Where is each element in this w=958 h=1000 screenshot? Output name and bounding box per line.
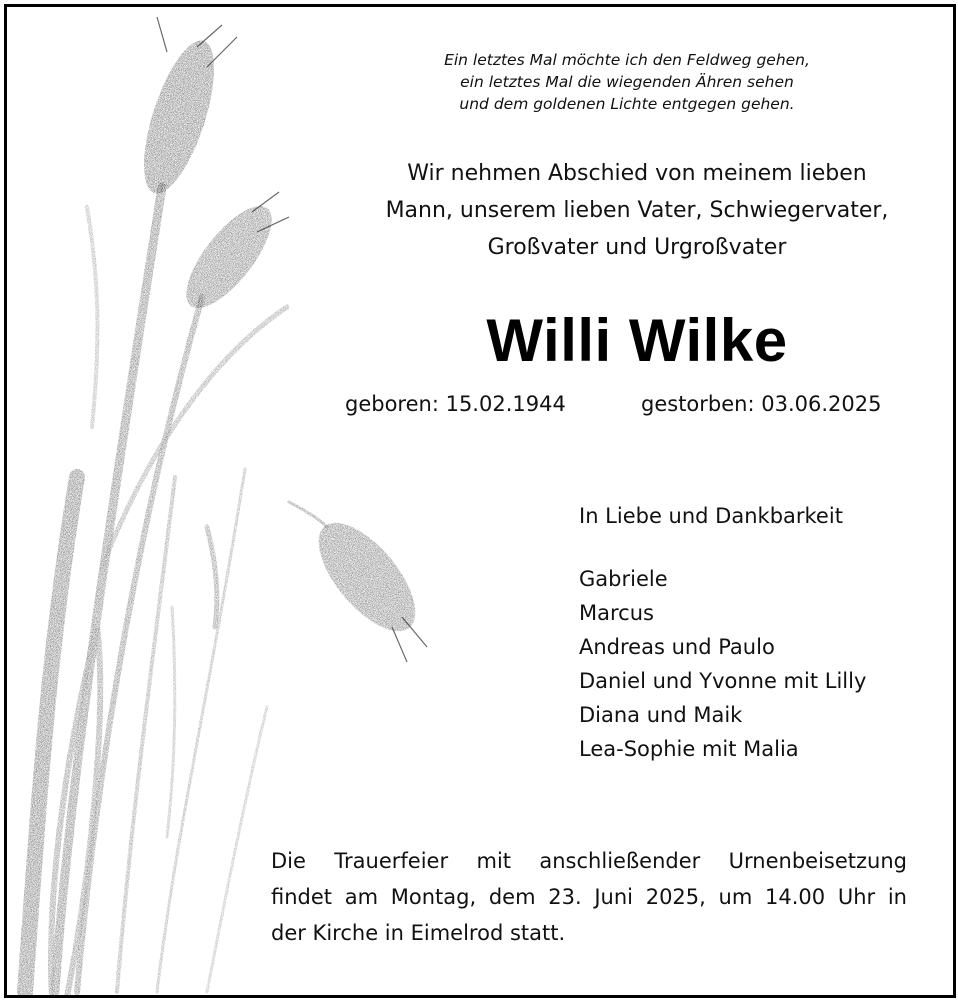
family-member: Marcus [579, 601, 654, 625]
poem-line: ein letztes Mal die wiegenden Ähren sehen [460, 73, 794, 91]
dedication: In Liebe und Dankbarkeit [579, 504, 843, 528]
poem-line: und dem goldenen Lichte entgegen gehen. [459, 95, 795, 113]
family-member: Gabriele [579, 567, 668, 591]
service-line: der Kirche in Eimelrod statt. [271, 921, 566, 945]
death-date: gestorben: 03.06.2025 [641, 392, 882, 416]
family-member: Andreas und Paulo [579, 635, 775, 659]
farewell-line: Wir nehmen Abschied von meinem lieben [407, 161, 867, 186]
birth-date: geboren: 15.02.1944 [345, 392, 566, 416]
poem [407, 49, 847, 115]
deceased-name: Willi Wilke [486, 307, 788, 374]
family-member: Diana und Maik [579, 703, 743, 727]
farewell-text [337, 155, 937, 266]
family-member: Daniel und Yvonne mit Lilly [579, 669, 867, 693]
funeral-service-info [271, 843, 907, 951]
service-line: findet am Montag, dem 23. Juni 2025, um 14.00 Uhr in [271, 885, 907, 909]
service-line: Die Trauerfeier mit anschließender Urnenbeisetzung [271, 849, 907, 873]
family-member: Lea-Sophie mit Malia [579, 737, 799, 761]
farewell-line: Großvater und Urgroßvater [487, 235, 787, 260]
obituary-notice [4, 4, 956, 998]
family-signatures [579, 499, 866, 766]
farewell-line: Mann, unserem lieben Vater, Schwiegervater, [385, 198, 889, 223]
poem-line: Ein letztes Mal möchte ich den Feldweg gehen, [444, 51, 810, 69]
